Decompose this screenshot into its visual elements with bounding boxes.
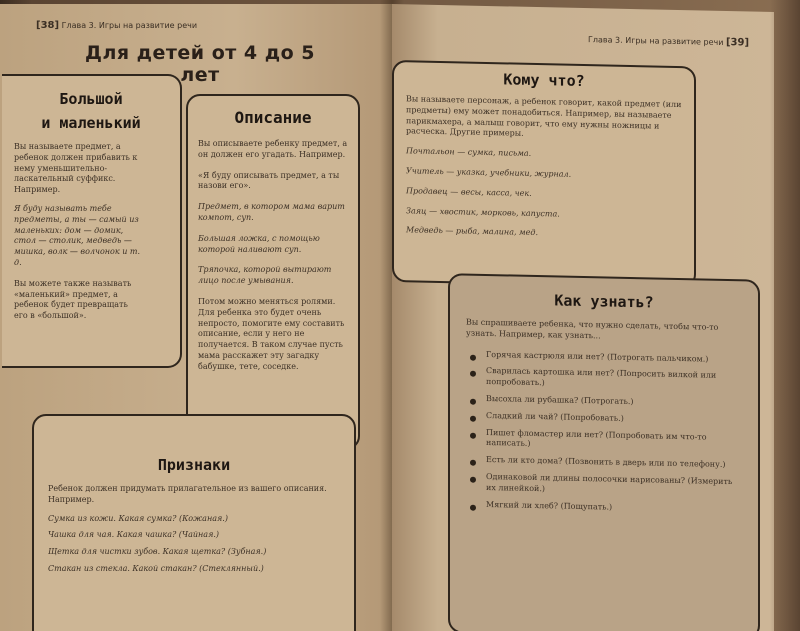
who-what-title: Кому что? (503, 70, 585, 91)
big-small-title-1: Большой (59, 90, 123, 108)
who-what-box (392, 60, 696, 288)
who-what-item-5: Медведь — рыба, малина, мед. (406, 225, 539, 238)
big-small-title-2: и маленький (41, 114, 141, 132)
right-page-header (588, 34, 749, 48)
left-page (0, 4, 392, 631)
signs-item-1: Сумка из кожи. Какая сумка? (Кожаная.) (48, 513, 228, 523)
description-text-2: Потом можно меняться ролями. Для ребенка это будет очень непросто, помогите ему составить описание, если у него не получается. В таком случае пусть мама расскажет эту загадку бабушке, тете, соседке. (198, 296, 345, 371)
left-chapter-header: Глава 3. Игры на развитие речи (61, 21, 198, 30)
signs-item-3: Щетка для чистки зубов. Какая щетка? (Зубная.) (48, 547, 267, 557)
description-title: Описание (234, 108, 312, 127)
left-page-number: [38] (36, 20, 60, 31)
signs-item-4: Стакан из стекла. Какой стакан? (Стеклянный.) (48, 563, 264, 573)
description-quote: «Я буду описывать предмет, а ты назови его». (198, 170, 340, 191)
description-example-3: Тряпочка, которой вытирают лицо после умывания. (198, 265, 332, 286)
big-small-box (2, 74, 182, 368)
how-know-item-6: Есть ли кто дома? (Позвонить в дверь или по телефону.) (466, 455, 742, 472)
big-small-text: Вы называете предмет, а ребенок должен прибавить к нему уменьшительно-ласкательный суффикс. Например. (14, 142, 138, 195)
how-know-item-3: Высохла ли рубашка? (Потрогать.) (466, 394, 742, 411)
who-what-item-1: Почтальон — сумка, письма. (406, 146, 532, 159)
description-example-1: Предмет, в котором мама варит компот, суп. (198, 202, 345, 222)
how-know-item-7: Одинаковой ли длины полосочки нарисованы? (Измерить их линейкой.) (466, 472, 742, 499)
how-know-item-1: Горячая кастрюля или нет? (Потрогать пальчиком.) (466, 349, 742, 366)
who-what-item-4: Заяц — хвостик, морковь, капуста. (406, 205, 560, 219)
how-know-item-2: Сварилась картошка или нет? (Попросить вилкой или попробовать.) (466, 366, 742, 393)
description-text: Вы описываете ребенку предмет, а он должен его угадать. Например. (198, 139, 348, 159)
who-what-item-3: Продавец — весы, касса, чек. (406, 186, 532, 198)
how-know-item-5: Пишет фломастер или нет? (Попробовать им что-то написать.) (466, 427, 742, 454)
book-edge-shadow (770, 0, 800, 631)
right-page (392, 4, 774, 631)
signs-title: Признаки (157, 456, 231, 474)
who-what-item-2: Учитель — указка, учебники, журнал. (406, 166, 572, 179)
how-know-list (466, 349, 742, 516)
right-chapter-header: Глава 3. Игры на развитие речи (588, 35, 724, 47)
how-know-box (448, 273, 760, 631)
signs-item-2: Чашка для чая. Какая чашка? (Чайная.) (48, 530, 220, 540)
signs-text: Ребенок должен придумать прилагательное из вашего описания. Например. (48, 484, 327, 504)
left-page-header (36, 20, 197, 31)
big-small-examples: Я буду называть тебе предметы, а ты — самый из маленьких: дом — домик, стол — столик, медведь — мишка, волк — волчонок и т. д. (14, 203, 141, 267)
signs-box (32, 414, 356, 631)
description-box (186, 94, 360, 450)
page-title: Для детей от 4 до 5 лет (85, 42, 315, 86)
how-know-item-8: Мягкий ли хлеб? (Пощупать.) (466, 499, 742, 516)
how-know-text: Вы спрашиваете ребенка, что нужно сделать, чтобы что-то узнать. Например, как узнать... (466, 317, 719, 341)
how-know-title: Как узнать? (554, 291, 654, 312)
how-know-item-4: Сладкий ли чай? (Попробовать.) (466, 410, 742, 427)
description-example-2: Большая ложка, с помощью которой наливают суп. (198, 233, 320, 254)
big-small-text-2: Вы можете также называть «маленький» предмет, а ребенок будет превращать его в «большой». (14, 278, 132, 321)
who-what-text: Вы называете персонаж, а ребенок говорит, какой предмет (или предметы) ему может понадобиться. Например, вы называете парикмахера, а малыш говорит, что ему нужны ножницы и расческа. Другие примеры. (406, 94, 682, 139)
right-page-number: [39] (725, 36, 750, 49)
